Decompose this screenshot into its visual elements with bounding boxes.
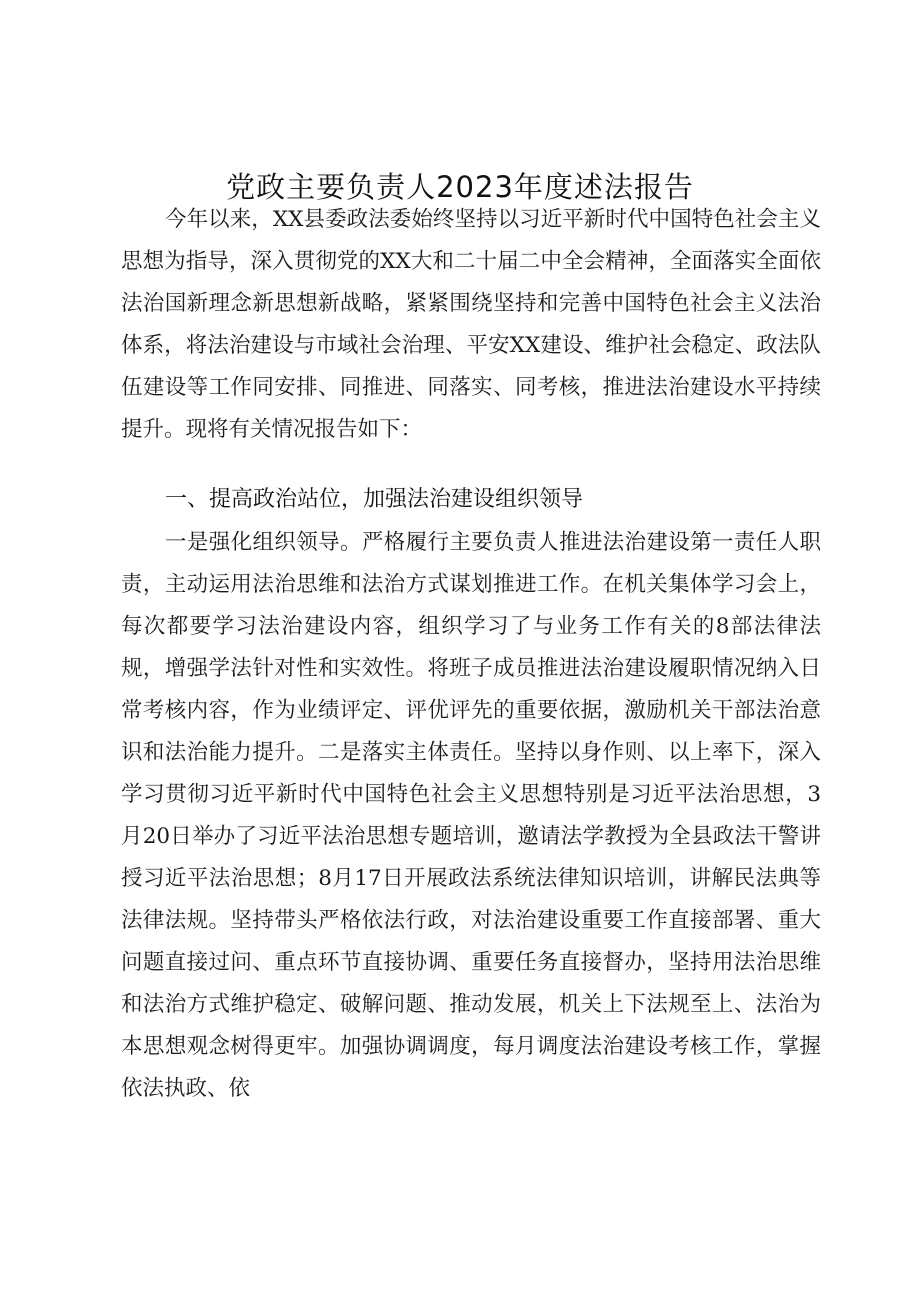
section-heading: 一、提高政治站位，加强法治建设组织领导	[165, 487, 584, 512]
document-title: 党政主要负责人2023年度述法报告	[226, 170, 694, 204]
intro-paragraph: 今年以来，XX县委政法委始终坚持以习近平新时代中国特色社会主义思想为指导，深入贯彻党的XX大和二十届二中全会精神，全面落实全面依法治国新理念新思想新战略，紧紧围绕坚持和完善中国特色社会主义法治体系，将法治建设与市域社会治理、平安XX建设、维护社会稳定、政法队伍建设等工作同安排、同推进、同落实、同考核，推进法治建设水平持续提升。现将有关情况报告如下：	[121, 207, 821, 442]
section-paragraph: 一是强化组织领导。严格履行主要负责人推进法治建设第一责任人职责，主动运用法治思维和法治方式谋划推进工作。在机关集体学习会上，每次都要学习法治建设内容，组织学习了与业务工作有关的8部法律法规，增强学法针对性和实效性。将班子成员推进法治建设履职情况纳入日常考核内容，作为业绩评定、评优评先的重要依据，激励机关干部法治意识和法治能力提升。二是落实主体责任。坚持以身作则、以上率下，深入学习贯彻习近平新时代中国特色社会主义思想特别是习近平法治思想，3月20日举办了习近平法治思想专题培训，邀请法学教授为全县政法干警讲授习近平法治思想；8月17日开展政法系统法律知识培训，讲解民法典等法律法规。坚持带头严格依法行政，对法治建设重要工作直接部署、重大问题直接过问、重点环节直接协调、重要任务直接督办，坚持用法治思维和法治方式维护稳定、破解问题、推动发展，机关上下法规至上、法治为本思想观念树得更牢。加强协调调度，每月调度法治建设考核工作，掌握依法执政、依	[121, 530, 821, 1101]
